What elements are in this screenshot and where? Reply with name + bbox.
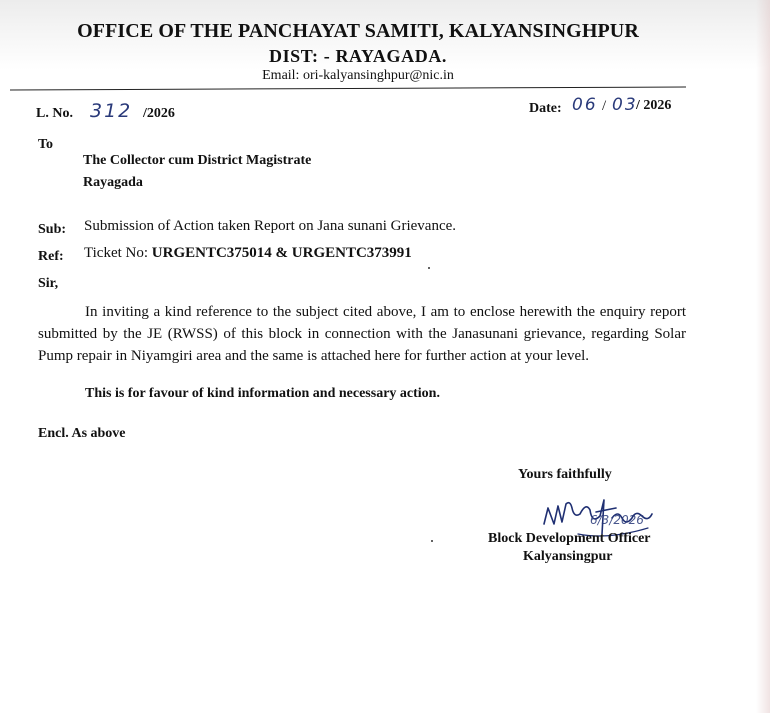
- letter-no-label: L. No.: [36, 106, 73, 121]
- closing-phrase: Yours faithfully: [518, 467, 612, 482]
- letter-no-handwritten: 312: [90, 100, 133, 122]
- date-day-handwritten: 06: [572, 95, 598, 115]
- salutation: Sir,: [38, 276, 59, 291]
- body-paragraph: In inviting a kind reference to the subject cited above, I am to enclose herewith the enquiry report submitted by the JE (RWSS) of this block in connection with the Janasunani grievance, regarding Solar Pump repair in Niyamgiri area and the same is attached here for further action at your level.: [38, 304, 686, 364]
- ref-label: Ref:: [38, 249, 64, 264]
- letterhead-divider: [10, 87, 686, 91]
- ref-tickets: URGENTC375014 & URGENTC373991: [151, 245, 412, 261]
- signature-date-handwritten: 6/3/2026: [590, 513, 644, 527]
- body-paragraph-block: [38, 301, 686, 367]
- date-sep-1: /: [602, 98, 607, 114]
- ref-prefix: Ticket No:: [84, 245, 152, 261]
- district-title: DIST: - RAYAGADA.: [268, 46, 448, 66]
- scan-speck: [431, 540, 433, 542]
- scan-edge: [756, 0, 770, 713]
- addressee-line-1: The Collector cum District Magistrate: [83, 153, 312, 168]
- addressee-line-2: Rayagada: [83, 175, 143, 190]
- to-label: To: [38, 137, 54, 152]
- scan-speck: [428, 267, 430, 269]
- letter-no-year: /2026: [143, 106, 175, 121]
- subject-text: Submission of Action taken Report on Jana sunani Grievance.: [84, 218, 457, 234]
- office-place: Kalyansingpur: [523, 549, 613, 564]
- enclosure-note: Encl. As above: [38, 426, 126, 441]
- office-title: OFFICE OF THE PANCHAYAT SAMITI, KALYANSINGHPUR: [77, 20, 639, 42]
- date-year: / 2026: [636, 98, 672, 113]
- ref-line: [84, 245, 412, 262]
- closing-note: This is for favour of kind information and necessary action.: [85, 386, 440, 401]
- date-label: Date:: [529, 101, 562, 116]
- office-email: Email: ori-kalyansinghpur@nic.in: [262, 68, 454, 83]
- designation: Block Development Officer: [488, 531, 651, 546]
- subject-label: Sub:: [38, 222, 67, 237]
- date-month-handwritten: 03: [612, 95, 638, 115]
